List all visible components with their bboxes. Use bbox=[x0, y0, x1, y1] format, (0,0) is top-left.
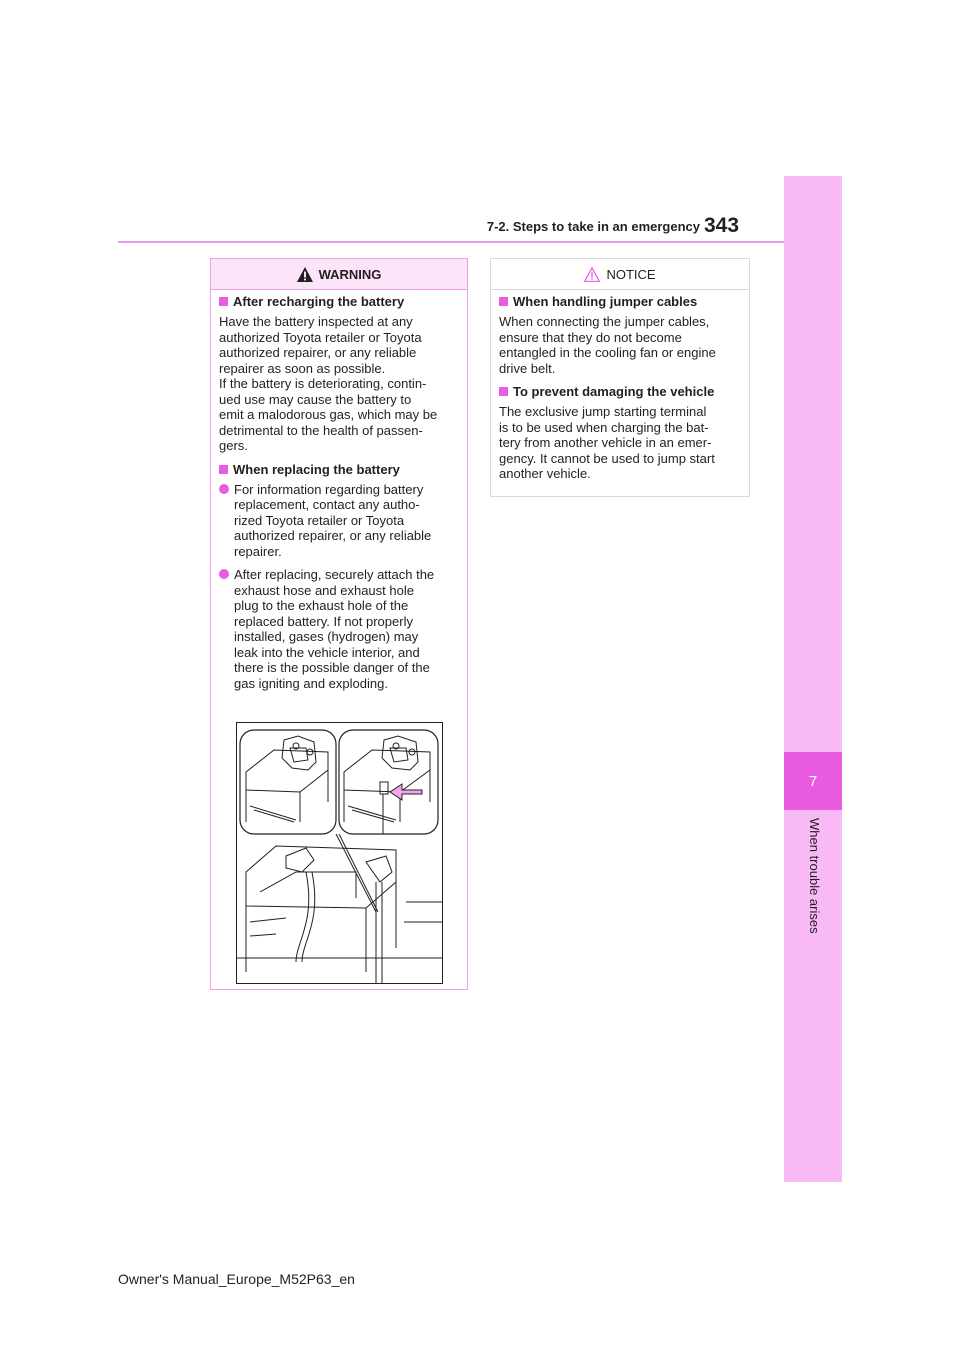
warning-content bbox=[211, 290, 467, 691]
square-bullet-icon bbox=[499, 297, 508, 306]
notice-header bbox=[491, 259, 749, 290]
warning-text-recharging: Have the battery inspected at any authorized Toyota retailer or Toyota authorized repairer, or any reliable repairer as soon as possible. If the battery is deteriorating, contin- ued use may cause the battery to emit a malodorous gas, which may be detrimental to the health of passen- gers. bbox=[219, 314, 438, 453]
page-number: 343 bbox=[704, 214, 740, 237]
warning-header bbox=[211, 259, 467, 290]
notice-box bbox=[490, 258, 750, 497]
chapter-title-vertical bbox=[804, 818, 824, 968]
header-divider bbox=[118, 241, 784, 243]
notice-content bbox=[491, 290, 749, 482]
square-bullet-icon bbox=[219, 465, 228, 474]
battery-exhaust-hose-illustration bbox=[236, 722, 443, 984]
warning-title: WARNING bbox=[318, 266, 382, 282]
caution-triangle-icon bbox=[584, 267, 600, 282]
notice-text-jumper-cables: When connecting the jumper cables, ensure that they do not become entangled in the cooling fan or engine drive belt. bbox=[499, 314, 716, 376]
square-bullet-icon bbox=[499, 387, 508, 396]
warning-bullet-item: After replacing, securely attach the exhaust hose and exhaust hole plug to the exhaust hole of the replaced battery. If not properly installed, gases (hydrogen) may leak into the vehicle interior, and there is the possible danger of the gas igniting and exploding. bbox=[219, 567, 459, 691]
square-bullet-icon bbox=[219, 297, 228, 306]
chapter-number: 7 bbox=[784, 752, 842, 810]
circle-bullet-icon bbox=[219, 484, 229, 494]
warning-bullet-item: For information regarding battery replacement, contact any autho- rized Toyota retailer or Toyota authorized repairer, or any reliable repairer. bbox=[219, 482, 459, 560]
notice-text-prevent-damage: The exclusive jump starting terminal is to be used when charging the bat- tery from another vehicle in an emer- gency. It cannot be used to jump start another vehicle. bbox=[499, 404, 715, 481]
chapter-title: When trouble arises bbox=[807, 818, 822, 934]
warning-subheading-recharging: After recharging the battery bbox=[219, 294, 459, 309]
chapter-side-tab bbox=[784, 176, 842, 1182]
notice-subheading-prevent-damage: To prevent damaging the vehicle bbox=[499, 384, 741, 399]
warning-subheading-replacing: When replacing the battery bbox=[219, 462, 459, 477]
notice-title: NOTICE bbox=[606, 266, 656, 282]
notice-subheading-jumper-cables: When handling jumper cables bbox=[499, 294, 741, 309]
section-title: 7-2. Steps to take in an emergency bbox=[486, 219, 700, 234]
footer-manual-id: Owner's Manual_Europe_M52P63_en bbox=[118, 1271, 355, 1287]
warning-triangle-icon bbox=[297, 267, 313, 282]
circle-bullet-icon bbox=[219, 569, 229, 579]
